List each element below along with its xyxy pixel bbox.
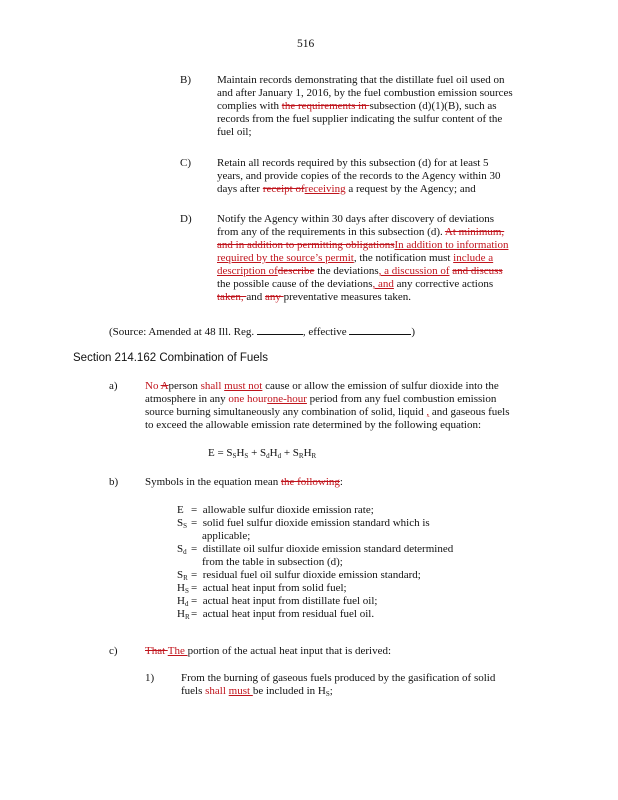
text-line [217,183,500,196]
text-line [217,157,500,170]
source-note [109,324,415,339]
text-run: period from any fuel combustion emission [306,393,497,405]
text-run: and after January 1, 2016, by the fuel combustion emission sources [217,87,513,99]
subscript: d [183,548,187,556]
item-d-text [217,213,508,304]
text-run: portion of the actual heat input that is derived: [187,645,392,657]
text-run: From the burning of gaseous fuels produced by the gasification of solid [181,672,496,684]
text-line [145,380,509,393]
symbol-row [177,504,453,517]
inserted-text: , a discussion of [378,265,450,277]
text-run: a request by the Agency; and [345,183,476,195]
item-d-label: D) [180,213,192,225]
text-run: complies with [217,100,282,112]
text-run: years, and provide copies of the records to the Agency within 30 [217,170,501,182]
text-run: records from the fuel supplier indicating the sulfur content of the [217,113,503,125]
source-note-post: ) [411,326,416,338]
symbol-definition: = residual fuel oil sulfur dioxide emission standard; [191,569,421,581]
symbol-row [177,556,453,569]
text-run: fuels [181,685,206,697]
inserted-text: one-hour [267,393,307,405]
inserted-text: description of [217,265,278,277]
subscript: S [183,522,188,530]
text-line [217,113,513,126]
text-line [145,645,391,658]
source-blank-date [349,324,411,335]
inserted-text: must not [224,380,263,392]
text-run: E = S [208,447,233,459]
subscript: S [325,690,330,698]
text-run: , the notification must [353,252,454,264]
text-run: to exceed the allowable emission rate determined by the following equation: [145,419,482,431]
text-run: any corrective actions [393,278,494,290]
text-run: and gaseous fuels [429,406,510,418]
text-run: H [236,447,245,459]
inserted-text: In addition to information [394,239,509,251]
text-run: the possible cause of the deviations [217,278,373,290]
symbol-table [177,504,453,621]
para-c-label: c) [109,645,118,657]
item-c-text [217,157,500,196]
text-run: subsection (d)(1)(B), such as [369,100,497,112]
inserted-text: , and [372,278,394,290]
deleted-text: At minimum, [444,226,505,238]
text-run: days after [217,183,263,195]
subscript: d [184,600,189,608]
symbol: $H_R$ [177,608,190,621]
deleted-text: and discuss [452,265,503,277]
inserted-text: required by the source’s permit [217,252,354,264]
text-run: H [303,447,312,459]
symbol-definition: = distillate oil sulfur dioxide emission standard determined [191,543,454,555]
subscript: R [298,452,304,460]
subscript: d [266,452,270,460]
deleted-text: any [264,291,284,303]
subscript: d [277,452,282,460]
deleted-text: That [145,645,168,657]
deleted-text: taken, [217,291,247,303]
text-line [217,87,513,100]
text-line [217,278,508,291]
text-run: Maintain records demonstrating that the distillate fuel oil used on [217,74,505,86]
symbol-row [177,517,453,530]
symbol: E [177,504,184,516]
text-line [145,393,509,406]
symbol-definition: = actual heat input from solid fuel; [191,582,347,594]
text-line [217,252,508,265]
para-b-text [145,476,343,489]
symbol-definition: = actual heat input from residual fuel oil. [191,608,375,620]
text-run: H [269,447,278,459]
inserted-text: , [426,406,430,418]
text-run: from any of the requirements in this subsection (d). [217,226,445,238]
text-line [145,476,343,489]
deleted-text: and in addition to permitting obligations [217,239,395,251]
item-c1-label: 1) [145,672,155,684]
text-run: Notify the Agency within 30 days after discovery of deviations [217,213,495,225]
text-line [145,406,509,419]
item-c-label: C) [180,157,191,169]
text-run: Symbols in the equation mean [145,476,281,488]
text-run: ; [329,685,333,697]
symbol-definition: = allowable sulfur dioxide emission rate; [191,504,374,516]
symbol-row [177,543,453,556]
text-run: be included in H [252,685,326,697]
subscript: S [232,452,237,460]
inserted-text: receiving [304,183,346,195]
symbol: $S_R$ [177,569,188,582]
text-run: person [168,380,201,392]
deleted-text: describe [277,265,315,277]
text-run: source burning simultaneously any combination of solid, liquid [145,406,427,418]
para-b-label: b) [109,476,119,488]
para-a-label: a) [109,380,118,392]
text-line [217,126,513,139]
text-line [217,265,508,278]
text-line [217,100,513,113]
inserted-text: include a [453,252,494,264]
text-run: the deviations [314,265,379,277]
text-line [145,419,509,432]
subscript: S [244,452,249,460]
text-line [217,213,508,226]
text-run: and [246,291,265,303]
equation [208,447,316,460]
text-run: + S [248,447,267,459]
text-line [217,239,508,252]
subscript: S [184,587,189,595]
text-line [217,291,508,304]
symbol-row [177,608,453,621]
text-line [217,170,500,183]
inserted-text: The [167,645,188,657]
symbol-definition: applicable; [191,530,251,542]
text-line [181,685,495,698]
symbol: $S_d$ [177,543,187,556]
text-line [181,672,495,685]
symbol-row [177,569,453,582]
text-run: atmosphere in any [145,393,229,405]
text-line [217,226,508,239]
text-run: cause or allow the emission of sulfur dioxide into the [262,380,499,392]
text-line [217,74,513,87]
item-b-label: B) [180,74,191,86]
symbol-row [177,595,453,608]
deleted-text: the following [280,476,340,488]
text-run: Retain all records required by this subsection (d) for at least 5 [217,157,489,169]
symbol-definition: from the table in subsection (d); [191,556,343,568]
inserted-text: one hour [228,393,268,405]
symbol-definition: = solid fuel sulfur dioxide emission standard which is [191,517,430,529]
source-note-mid: , effective [302,326,350,338]
inserted-text: must [228,685,253,697]
inserted-text: shall [205,685,229,697]
source-note-pre: (Source: Amended at 48 Ill. Reg. [109,326,257,338]
subscript: R [311,452,317,460]
deleted-text: receipt of [262,183,305,195]
section-heading: Section 214.162 Combination of Fuels [73,352,268,364]
deleted-text: A [160,380,169,392]
symbol: $H_d$ [177,595,189,608]
symbol-row [177,582,453,595]
para-c-text [145,645,391,658]
source-blank-reg [257,324,303,335]
symbol: $S_S$ [177,517,188,530]
text-run: preventative measures taken. [283,291,411,303]
symbol-definition: = actual heat input from distillate fuel oil; [191,595,378,607]
item-b-text [217,74,513,139]
page-number: 516 [297,38,315,50]
inserted-text: shall [200,380,225,392]
text-run: : [339,476,343,488]
symbol-row [177,530,453,543]
symbol: $H_S$ [177,582,189,595]
inserted-text: No [145,380,161,392]
para-a-text [145,380,509,432]
subscript: R [183,574,188,582]
deleted-text: the requirements in [281,100,370,112]
text-run: fuel oil; [217,126,252,138]
text-run: + S [281,447,299,459]
item-c1-text [181,672,495,698]
subscript: R [184,613,190,621]
